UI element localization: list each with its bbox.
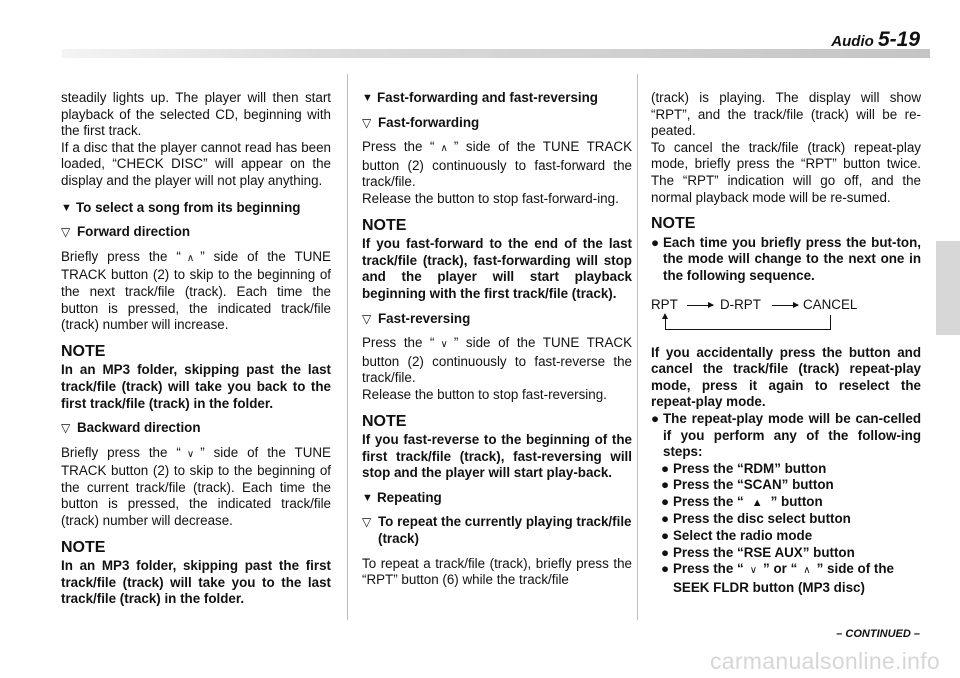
subheading-triangle-icon: ▽ (61, 421, 71, 436)
list-item: ● Select the radio mode (661, 528, 813, 544)
page-header (831, 28, 920, 52)
column-1 (61, 90, 331, 616)
bullet-icon: ● (661, 544, 670, 560)
heading-fast-forward-reverse: ▼ Fast-forwarding and fast-reversing (362, 90, 598, 105)
subheading-fast-forwarding: ▽ Fast-forwarding (362, 114, 480, 130)
column-divider (637, 74, 638, 620)
section-title: Audio (831, 33, 874, 50)
bullet-icon: ● (661, 561, 670, 577)
paragraph: steadily lights up. The player will then start playback of the selected CD, beginning with the first track. (61, 90, 331, 139)
paragraph-backward: Briefly press the “ ∨ ” side of the TUNE TRACK button (2) to skip to the beginning of the current track/file (track). Each time the button is pressed, the indicated track/file (track) number will decrease. (61, 444, 331, 529)
sequence-step: D-RPT (720, 296, 761, 312)
watermark: carmanualsonline.info (709, 648, 940, 674)
note-title: NOTE (362, 412, 407, 430)
paragraph-forward: Briefly press the “ ∧ ” side of the TUNE TRACK button (2) to skip to the beginning of the next track/file (track). Each time the button is pressed, the indicated track/file (track) number will increase. (61, 248, 331, 333)
bullet-icon: ● (661, 477, 670, 493)
page-number: 5-19 (877, 28, 920, 51)
note-text: If you accidentally press the button and cancel the track/file (track) repeat-play mode, press it again to reselect the repeat-play mode. (651, 344, 921, 410)
subheading-forward: ▽ Forward direction (61, 224, 191, 240)
column-2 (362, 90, 632, 597)
header-bar (62, 49, 930, 58)
bullet-icon: ● (661, 493, 670, 509)
steps-list (651, 461, 921, 597)
subheading-backward: ▽ Backward direction (61, 420, 201, 436)
list-item: ● Press the “ ▲ ” button (661, 494, 921, 512)
loop-back-line (665, 315, 831, 330)
note-title: NOTE (362, 216, 407, 234)
list-item: ● Press the “RSE AUX” button (661, 544, 855, 560)
note-bullet-list (651, 235, 921, 285)
heading-triangle-icon: ▼ (362, 491, 373, 504)
paragraph-fast-forward: Press the “ ∧ ” side of the TUNE TRACK button (2) continuously to fast-forward the track/file. (362, 139, 632, 190)
arrow-up-icon (662, 313, 668, 319)
up-arrow-icon: ∧ (803, 565, 811, 577)
paragraph-repeat: To repeat a track/file (track), briefly press the “RPT” button (6) while the track/file (362, 555, 632, 588)
note-text: If you fast-forward to the end of the last track/file (track), fast-forwarding will stop and the player will start playback beginning with the first track/file (track). (362, 236, 632, 301)
subheading-triangle-icon: ▽ (362, 515, 372, 530)
heading-repeating: ▼ Repeating (362, 489, 442, 505)
down-arrow-icon: ∨ (749, 565, 758, 577)
list-item: ● Press the “SCAN” button (661, 477, 834, 493)
list-item: ● Each time you briefly press the but-ton, the mode will change to the next one in the following sequence. (651, 234, 921, 283)
column-divider (347, 74, 348, 620)
paragraph: To cancel the track/file (track) repeat-play mode, briefly press the “RPT” button twice. The “RPT” indication will go off, and the normal playback mode will be re-sumed. (651, 139, 921, 205)
sequence-step: RPT (651, 296, 678, 312)
eject-icon: ▲ (751, 496, 763, 509)
paragraph: If a disc that the player cannot read has been loaded, “CHECK DISC” will appear on the display and the player will not play anything. (61, 139, 331, 188)
column-3 (651, 90, 921, 596)
subheading-repeat-track: ▽ To repeat the currently playing track/file (track) (362, 514, 632, 547)
list-item: ● Press the “RDM” button (661, 460, 827, 476)
note-text: In an MP3 folder, skipping past the first track/file (track) will take you to the last track/file (track) in the folder. (61, 558, 331, 607)
heading-triangle-icon: ▼ (362, 92, 373, 104)
note-bullet-list (651, 411, 921, 461)
paragraph: Release the button to stop fast-forward-ing. (362, 190, 619, 206)
note-title: NOTE (61, 342, 106, 360)
list-item: ● Press the “ ∨ ” or “ ∧ ” side of the SEEK FLDR button (MP3 disc) (661, 561, 894, 595)
paragraph: Release the button to stop fast-reversing. (362, 386, 607, 402)
sequence-step: CANCEL (803, 296, 858, 312)
down-arrow-icon: ∨ (440, 339, 448, 351)
bullet-icon: ● (651, 410, 660, 426)
bullet-icon: ● (661, 511, 670, 527)
note-title: NOTE (61, 538, 106, 556)
note-text: In an MP3 folder, skipping past the last track/file (track) will take you back to the first track/file (track) in the folder. (61, 362, 331, 411)
bullet-icon: ● (661, 528, 670, 544)
heading-select-song: ▼ To select a song from its beginning (61, 199, 301, 215)
note-text: If you fast-reverse to the beginning of the first track/file (track), fast-reversing will stop and the player will start play-back. (362, 432, 632, 481)
paragraph-fast-reverse: Press the “ ∨ ” side of the TUNE TRACK button (2) continuously to fast-reverse the track/file. (362, 335, 632, 386)
mode-sequence-diagram (651, 293, 921, 339)
down-arrow-icon: ∨ (186, 448, 195, 460)
up-arrow-icon: ∧ (440, 143, 448, 155)
list-item: ● Press the disc select button (661, 511, 851, 527)
arrow-right-icon (687, 305, 713, 306)
chapter-tab (936, 241, 960, 335)
arrow-right-icon (772, 305, 798, 306)
subheading-fast-reversing: ▽ Fast-reversing (362, 310, 471, 326)
up-arrow-icon: ∧ (186, 252, 195, 264)
subheading-triangle-icon: ▽ (362, 115, 372, 130)
subheading-triangle-icon: ▽ (61, 225, 71, 240)
list-item: ● The repeat-play mode will be can-celled if you perform any of the follow-ing steps: (651, 410, 921, 460)
bullet-icon: ● (661, 460, 670, 476)
note-title: NOTE (651, 215, 696, 233)
bullet-icon: ● (651, 234, 660, 250)
continued-label: – CONTINUED – (836, 628, 920, 640)
heading-triangle-icon: ▼ (61, 201, 72, 214)
paragraph: (track) is playing. The display will show “RPT”, and the track/file (track) will be re-peated. (651, 90, 921, 139)
subheading-triangle-icon: ▽ (362, 311, 372, 326)
